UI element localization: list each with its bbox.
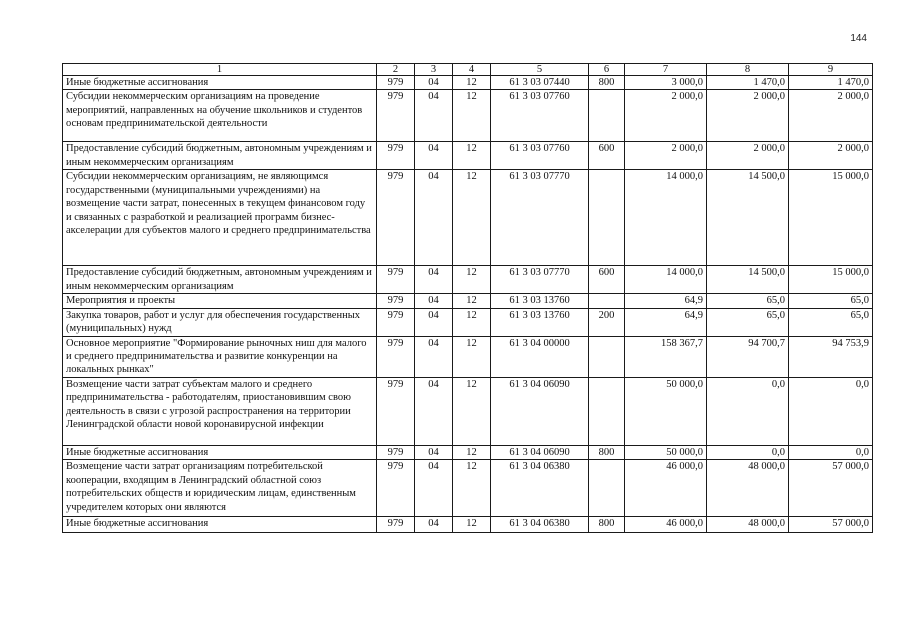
row-expense-type-cell: 600 [589,142,625,170]
row-expense-type-cell: 600 [589,266,625,294]
row-code-cell: 979 [377,142,415,170]
row-section-cell: 04 [415,377,453,445]
table-row [63,445,873,459]
table-row [63,460,873,517]
header-cell: 3 [415,64,453,76]
row-subsection-cell: 12 [453,90,491,142]
row-expense-type-cell: 200 [589,308,625,336]
row-expense-type-cell [589,170,625,266]
row-expense-type-cell [589,294,625,308]
row-name-cell: Субсидии некоммерческим организациям, не являющимся государственными (муниципальными учреждениями) на возмещение части затрат, понесенных в текущем финансовом году и связанных с разработкой и реализацией программ бизнес-акселерации для субъектов малого и среднего предпринимательства [63,170,377,266]
row-amount-cell: 2 000,0 [789,142,873,170]
row-amount-cell: 15 000,0 [789,170,873,266]
row-name-cell: Возмещение части затрат организациям потребительской кооперации, входящим в Ленинградский областной союз потребительских обществ и юридическим лицам, единственным учредителем которых они являются [63,460,377,517]
row-target-cell: 61 3 03 07760 [491,90,589,142]
row-amount-cell: 64,9 [625,294,707,308]
row-expense-type-cell: 800 [589,76,625,90]
row-target-cell: 61 3 03 07770 [491,266,589,294]
header-cell: 2 [377,64,415,76]
header-cell: 1 [63,64,377,76]
row-amount-cell: 3 000,0 [625,76,707,90]
row-amount-cell: 2 000,0 [625,90,707,142]
row-expense-type-cell [589,460,625,517]
row-amount-cell: 57 000,0 [789,517,873,533]
row-amount-cell: 94 753,9 [789,336,873,377]
table-row [63,266,873,294]
row-subsection-cell: 12 [453,294,491,308]
row-amount-cell: 2 000,0 [707,142,789,170]
row-subsection-cell: 12 [453,170,491,266]
header-cell: 6 [589,64,625,76]
row-amount-cell: 1 470,0 [707,76,789,90]
row-target-cell: 61 3 04 06090 [491,377,589,445]
row-code-cell: 979 [377,445,415,459]
row-target-cell: 61 3 03 07440 [491,76,589,90]
row-amount-cell: 50 000,0 [625,445,707,459]
row-target-cell: 61 3 03 07760 [491,142,589,170]
row-amount-cell: 0,0 [789,377,873,445]
row-section-cell: 04 [415,76,453,90]
row-amount-cell: 65,0 [707,308,789,336]
row-expense-type-cell [589,377,625,445]
row-section-cell: 04 [415,460,453,517]
table-row [63,308,873,336]
row-subsection-cell: 12 [453,142,491,170]
row-amount-cell: 2 000,0 [707,90,789,142]
row-name-cell: Предоставление субсидий бюджетным, автономным учреждениям и иным некоммерческим организациям [63,266,377,294]
table-row [63,76,873,90]
table-row [63,90,873,142]
row-code-cell: 979 [377,517,415,533]
row-target-cell: 61 3 03 13760 [491,294,589,308]
row-name-cell: Иные бюджетные ассигнования [63,76,377,90]
row-target-cell: 61 3 04 06380 [491,517,589,533]
row-section-cell: 04 [415,308,453,336]
row-name-cell: Предоставление субсидий бюджетным, автономным учреждениям и иным некоммерческим организациям [63,142,377,170]
row-amount-cell: 14 000,0 [625,266,707,294]
table-row [63,294,873,308]
row-amount-cell: 0,0 [789,445,873,459]
row-expense-type-cell [589,90,625,142]
row-name-cell: Мероприятия и проекты [63,294,377,308]
row-amount-cell: 48 000,0 [707,460,789,517]
row-amount-cell: 14 000,0 [625,170,707,266]
row-section-cell: 04 [415,294,453,308]
row-subsection-cell: 12 [453,377,491,445]
row-code-cell: 979 [377,76,415,90]
table-row [63,170,873,266]
row-amount-cell: 2 000,0 [789,90,873,142]
row-code-cell: 979 [377,377,415,445]
row-name-cell: Возмещение части затрат субъектам малого и среднего предпринимательства - работодателям, приостановившим свою деятельность в связи с угрозой распространения на территории Ленинградской области новой коронавирусной инфекции [63,377,377,445]
row-section-cell: 04 [415,445,453,459]
row-target-cell: 61 3 03 13760 [491,308,589,336]
table-row [63,336,873,377]
row-target-cell: 61 3 04 06090 [491,445,589,459]
row-target-cell: 61 3 04 00000 [491,336,589,377]
row-subsection-cell: 12 [453,336,491,377]
row-subsection-cell: 12 [453,76,491,90]
row-amount-cell: 48 000,0 [707,517,789,533]
row-expense-type-cell: 800 [589,517,625,533]
row-code-cell: 979 [377,336,415,377]
row-expense-type-cell [589,336,625,377]
row-amount-cell: 0,0 [707,445,789,459]
row-amount-cell: 14 500,0 [707,266,789,294]
row-section-cell: 04 [415,142,453,170]
row-subsection-cell: 12 [453,266,491,294]
row-code-cell: 979 [377,90,415,142]
row-amount-cell: 50 000,0 [625,377,707,445]
row-amount-cell: 94 700,7 [707,336,789,377]
table-row [63,517,873,533]
row-amount-cell: 2 000,0 [625,142,707,170]
row-code-cell: 979 [377,294,415,308]
row-section-cell: 04 [415,266,453,294]
page-number: 144 [850,33,867,44]
row-section-cell: 04 [415,170,453,266]
header-cell: 8 [707,64,789,76]
row-name-cell: Иные бюджетные ассигнования [63,445,377,459]
row-subsection-cell: 12 [453,460,491,517]
row-code-cell: 979 [377,460,415,517]
row-amount-cell: 65,0 [707,294,789,308]
header-cell: 5 [491,64,589,76]
row-amount-cell: 46 000,0 [625,460,707,517]
row-section-cell: 04 [415,90,453,142]
header-cell: 7 [625,64,707,76]
row-name-cell: Иные бюджетные ассигнования [63,517,377,533]
row-amount-cell: 65,0 [789,294,873,308]
row-code-cell: 979 [377,170,415,266]
row-amount-cell: 0,0 [707,377,789,445]
row-amount-cell: 64,9 [625,308,707,336]
row-name-cell: Закупка товаров, работ и услуг для обеспечения государственных (муниципальных) нужд [63,308,377,336]
row-name-cell: Основное мероприятие "Формирование рыночных ниш для малого и среднего предпринимательства и развитие конкуренции на локальных рынках" [63,336,377,377]
row-amount-cell: 158 367,7 [625,336,707,377]
row-section-cell: 04 [415,336,453,377]
row-code-cell: 979 [377,308,415,336]
table-row [63,377,873,445]
row-amount-cell: 15 000,0 [789,266,873,294]
header-cell: 9 [789,64,873,76]
row-amount-cell: 57 000,0 [789,460,873,517]
table-row [63,142,873,170]
row-subsection-cell: 12 [453,517,491,533]
row-expense-type-cell: 800 [589,445,625,459]
table-header-row [63,64,873,76]
row-name-cell: Субсидии некоммерческим организациям на проведение мероприятий, направленных на обучение школьников и студентов основам предпринимательской деятельности [63,90,377,142]
row-amount-cell: 14 500,0 [707,170,789,266]
row-subsection-cell: 12 [453,445,491,459]
row-target-cell: 61 3 03 07770 [491,170,589,266]
budget-table [62,63,873,533]
row-amount-cell: 65,0 [789,308,873,336]
row-target-cell: 61 3 04 06380 [491,460,589,517]
row-amount-cell: 1 470,0 [789,76,873,90]
row-amount-cell: 46 000,0 [625,517,707,533]
row-section-cell: 04 [415,517,453,533]
header-cell: 4 [453,64,491,76]
row-code-cell: 979 [377,266,415,294]
row-subsection-cell: 12 [453,308,491,336]
